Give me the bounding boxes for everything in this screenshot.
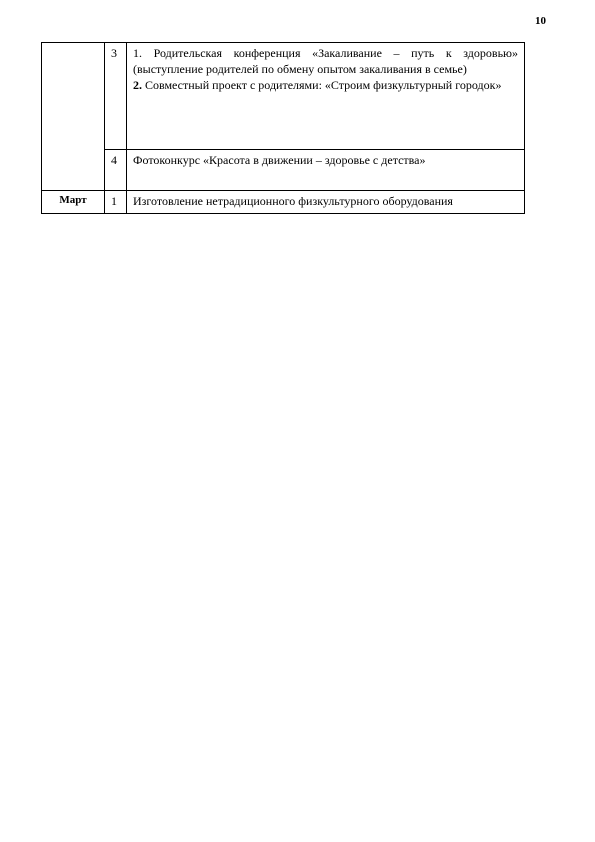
week-number-cell: 3 <box>105 43 127 150</box>
table-row <box>42 43 525 150</box>
item-prefix: 1. <box>133 46 142 60</box>
activity-cell: Фотоконкурс «Красота в движении – здоровье с детства» <box>127 150 525 191</box>
item-text: Совместный проект с родителями: «Строим физкультурный городок» <box>145 78 502 92</box>
item-text: Родительская конференция «Закаливание – путь к здоровью» (выступление родителей по обмену опытом закаливания в семье) <box>133 46 519 76</box>
activity-cell <box>127 43 525 150</box>
table-row <box>42 191 525 214</box>
page-number: 10 <box>535 15 546 27</box>
week-number-cell: 1 <box>105 191 127 214</box>
activity-item <box>133 45 518 77</box>
item-prefix: 2. <box>133 78 142 92</box>
activity-cell: Изготовление нетрадиционного физкультурного оборудования <box>127 191 525 214</box>
month-cell: Март <box>42 191 105 214</box>
table-row <box>42 150 525 191</box>
month-cell <box>42 43 105 191</box>
activity-item <box>133 77 518 93</box>
activity-plan-table <box>41 42 525 214</box>
week-number-cell: 4 <box>105 150 127 191</box>
